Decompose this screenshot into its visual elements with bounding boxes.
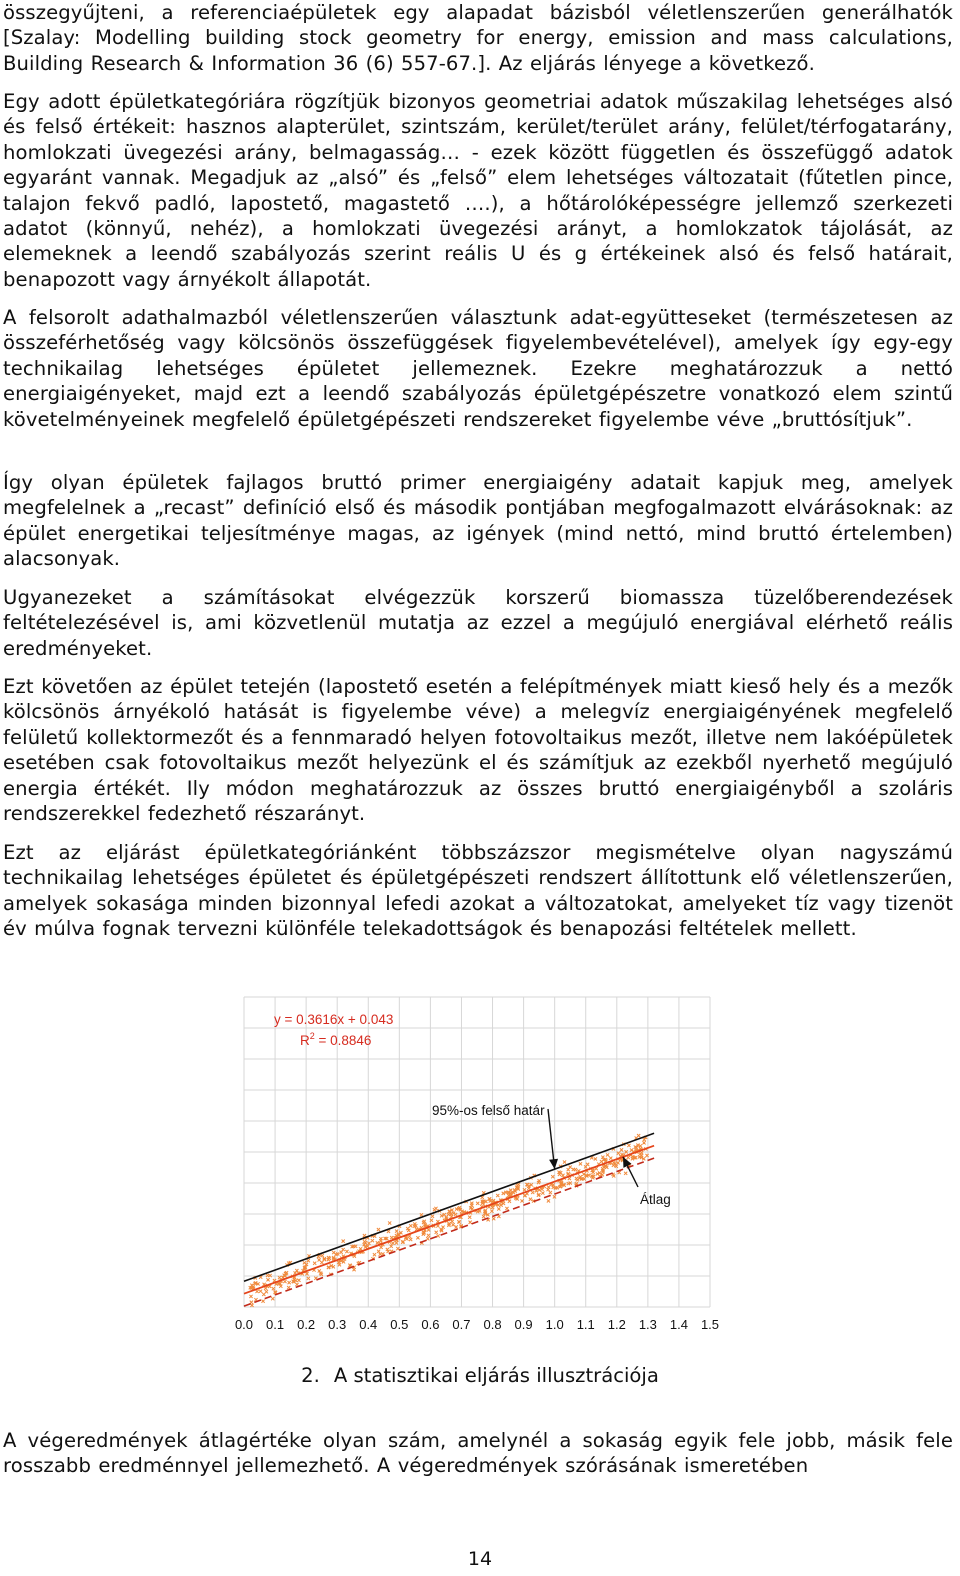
paragraph-8: A végeredmények átlagértéke olyan szám, amelynél a sokaság egyik fele jobb, másik fele rosszabb eredménnyel jellemezhető. A végeredmények szórásának ismeretében	[3, 1429, 953, 1478]
data-point	[624, 1172, 627, 1175]
paragraph-1: összegyűjteni, a referenciaépületek egy alapadat bázisból véletlenszerűen generálhatók [Szalay: Modelling building stock geometry for energy, emission and mass calculations, Building Research & Information 36 (6) 557-67.]. Az eljárás lényege a következő.	[3, 1, 953, 75]
x-tick-label: 0.2	[297, 1317, 316, 1332]
data-point	[551, 1175, 554, 1178]
data-point	[452, 1223, 455, 1226]
scatter-chart	[230, 993, 730, 1338]
upper-bound-line	[244, 1133, 654, 1281]
data-point	[409, 1238, 412, 1241]
data-point	[327, 1258, 330, 1261]
x-tick-label: 0.7	[452, 1317, 471, 1332]
x-tick-label: 0.9	[514, 1317, 533, 1332]
data-point	[609, 1157, 612, 1160]
data-point	[272, 1287, 275, 1290]
data-point	[469, 1221, 472, 1224]
data-point	[342, 1240, 345, 1243]
data-point	[455, 1225, 458, 1228]
x-tick-label: 0.0	[234, 1317, 254, 1332]
data-point	[541, 1192, 544, 1195]
data-point	[288, 1281, 291, 1284]
data-point	[572, 1168, 575, 1171]
data-point	[373, 1253, 376, 1256]
data-point	[527, 1187, 530, 1190]
data-point	[261, 1300, 264, 1303]
data-point	[547, 1199, 550, 1202]
data-point	[278, 1276, 281, 1279]
data-point	[307, 1259, 310, 1262]
data-point	[476, 1202, 479, 1205]
data-point	[262, 1293, 265, 1296]
data-point	[529, 1198, 532, 1201]
data-point	[642, 1141, 645, 1144]
data-point	[496, 1194, 499, 1197]
paragraph-7: Ezt az eljárást épületkategóriánként többszázszor megismételve olyan nagyszámú technikailag lehetséges épületet és épületgépészeti rendszert állítottunk elő véletlenszerűen, amelyek sokasága minden bizonnyal lefedi azokat a változatokat, amelyeket tíz vagy tizenöt év múlva fognak tervezni különféle telekadottságok és benapozási feltételek mellett.	[3, 841, 953, 941]
data-point	[531, 1191, 534, 1194]
data-point	[427, 1234, 430, 1237]
x-tick-label: 0.4	[359, 1317, 378, 1332]
x-tick-label: 0.1	[266, 1317, 285, 1332]
regression-equation: y = 0.3616x + 0.043	[274, 1012, 394, 1027]
data-point	[340, 1251, 343, 1254]
x-tick-label: 0.6	[421, 1317, 440, 1332]
x-tick-label: 0.8	[483, 1317, 502, 1332]
data-point	[431, 1215, 434, 1218]
x-tick-label: 1.5	[700, 1317, 720, 1332]
data-point	[249, 1295, 252, 1298]
data-point	[547, 1186, 550, 1189]
data-point	[363, 1240, 366, 1243]
data-point	[342, 1248, 345, 1251]
data-point	[320, 1261, 323, 1264]
data-point	[563, 1160, 566, 1163]
data-point	[427, 1228, 430, 1231]
mean-line	[244, 1146, 654, 1294]
page-number: 14	[467, 1548, 493, 1570]
data-point	[409, 1224, 412, 1227]
x-tick-label: 0.3	[328, 1317, 347, 1332]
x-tick-label: 1.4	[669, 1317, 688, 1332]
data-point	[579, 1162, 582, 1165]
data-point	[538, 1188, 541, 1191]
caption-number: 2.	[301, 1364, 320, 1387]
data-point	[482, 1215, 485, 1218]
data-point	[255, 1290, 258, 1293]
data-point	[371, 1239, 374, 1242]
data-point	[606, 1153, 609, 1156]
paragraph-3: A felsorolt adathalmazból véletlenszerűen választunk adat-együtteseket (természetesen az összeférhetőség vagy kölcsönös összefüggések figyelembevételével), amelyek így egy-egy technikailag lehetséges épületet jellemeznek. Ezekre meghatározzuk a nettó energiaigényeket, majd ezt a leendő szabályozás épületgépészetre vonatkozó elem szintű követelményeinek megfelelő épületgépészeti rendszereket figyelembe véve „bruttósítjuk”.	[3, 306, 953, 431]
data-point	[380, 1246, 383, 1249]
data-point	[435, 1231, 438, 1234]
data-point	[416, 1236, 419, 1239]
data-point	[250, 1304, 253, 1307]
upper-bound-annotation: 95%-os felső határ	[432, 1103, 545, 1118]
x-tick-label: 0.5	[390, 1317, 409, 1332]
statistics-figure	[230, 993, 730, 1338]
data-point	[490, 1210, 493, 1213]
paragraph-6: Ezt követően az épület tetején (lapostető esetén a felépítmények miatt kieső hely és a mezők kölcsönös árnyékoló hatását is figyelembe véve) a melegvíz energiaigényének megfelelő felületű kollektormezőt és a fennmaradó helyen fotovoltaikus mezőt, illetve nem lakóépületek esetében csak fotovoltaikus mezőt helyezünk el és számítjuk az ezekből nyerhető megújuló energia értékét. Ily módon meghatározzuk az összes bruttó energiaigényből a szoláris rendszerekkel fedezhető részarányt.	[3, 675, 953, 826]
lower-bound-line	[244, 1158, 654, 1306]
data-point	[468, 1216, 471, 1219]
data-point	[297, 1279, 300, 1282]
data-point	[627, 1144, 630, 1147]
data-point	[497, 1207, 500, 1210]
data-point	[594, 1157, 597, 1160]
data-point	[379, 1237, 382, 1240]
x-tick-label: 1.0	[545, 1317, 564, 1332]
figure-caption	[0, 1364, 960, 1387]
data-point	[395, 1229, 398, 1232]
paragraph-4: Így olyan épületek fajlagos bruttó primer energiaigény adatait kapjuk meg, amelyek megfelelnek a „recast” definíció első és második pontjában megfogalmazott elvárásoknak: az épület energetikai teljesítménye magas, az igények (mind nettó, mind bruttó értelemben) alacsonyak.	[3, 471, 953, 571]
data-point	[549, 1191, 552, 1194]
data-point	[376, 1241, 379, 1244]
caption-text: A statisztikai eljárás illusztrációja	[333, 1364, 659, 1387]
data-point	[307, 1277, 310, 1280]
paragraph-5: Ugyanezeket a számításokat elvégezzük korszerű biomassza tüzelőberendezések feltételezésével is, ami közvetlenül mutatja az ezzel a megújuló energiával elérhető reális eredményeket.	[3, 586, 953, 660]
data-point	[391, 1242, 394, 1245]
data-point	[426, 1237, 429, 1240]
data-point	[620, 1148, 623, 1151]
r-squared-label: $R^2 = 0.8846$	[300, 1031, 372, 1048]
data-point	[377, 1228, 380, 1231]
data-point	[377, 1250, 380, 1253]
data-point	[505, 1207, 508, 1210]
data-point	[266, 1278, 269, 1281]
mean-annotation: Átlag	[640, 1192, 671, 1207]
paragraph-2: Egy adott épületkategóriára rögzítjük bizonyos geometriai adatok műszakilag lehetséges alsó és felső értékeit: hasznos alapterület, szintszám, kerület/terület arány, felület/térfogatarány, homlokzati üvegezési arány, belmagasság… - ezek között független és összefüggő adatok egyaránt vannak. Megadjuk az „alsó” és „felső” elem lehetséges változatait (fűtetlen pince, talajon fekvő padló, lapostető, magastető ….), a hőtárolóképességre jellemző szerkezeti adatot (könnyű, nehéz), a homlokzati üvegezési arányt, a homlokzatok tájolását, az elemeknek a leendő szabályozás szerint reális U és g értékeinek alsó és felső határait, benapozott vagy árnyékolt állapotát.	[3, 90, 953, 291]
data-point	[388, 1221, 391, 1224]
data-point	[271, 1297, 274, 1300]
data-point	[313, 1262, 316, 1265]
x-axis-ticks	[235, 1317, 719, 1332]
data-point	[433, 1208, 436, 1211]
data-point	[321, 1254, 324, 1257]
data-point	[451, 1220, 454, 1223]
data-point	[283, 1280, 286, 1283]
x-tick-label: 1.1	[576, 1317, 595, 1332]
x-tick-label: 1.3	[638, 1317, 657, 1332]
data-point	[567, 1168, 570, 1171]
x-tick-label: 1.2	[607, 1317, 626, 1332]
data-point	[295, 1283, 298, 1286]
data-point	[259, 1290, 262, 1293]
data-point	[379, 1253, 382, 1256]
data-point	[345, 1250, 348, 1253]
